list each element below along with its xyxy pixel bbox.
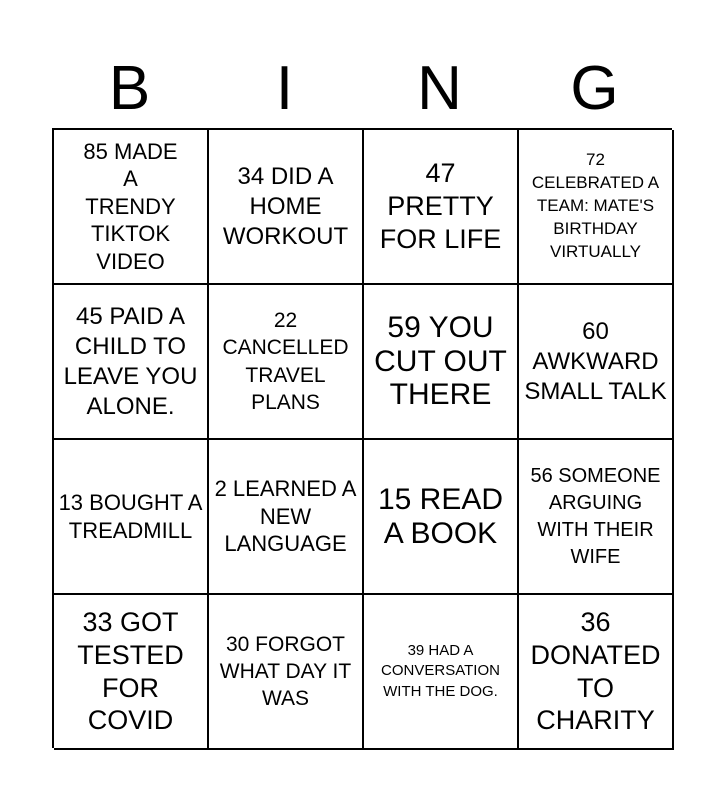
cell-text: 36 DONATED TO CHARITY: [530, 606, 661, 736]
cell-text: 56 SOMEONE ARGUING WITH THEIR WIFE: [530, 464, 661, 568]
cell-text: 59 YOU CUT OUT THERE: [374, 310, 507, 412]
bingo-cell[interactable]: [519, 440, 674, 595]
cell-text: 22 CANCELLED TRAVEL PLANS: [222, 309, 349, 414]
cell-text: 39 HAD A CONVERSATION WITH THE DOG.: [381, 642, 500, 700]
cell-text: 85 MADE A TRENDY TIKTOK VIDEO: [83, 138, 178, 274]
bingo-cell[interactable]: [209, 440, 364, 595]
bingo-cell[interactable]: [519, 130, 674, 285]
header-letter-n: N: [417, 54, 462, 123]
header-letter-i: I: [275, 54, 294, 123]
bingo-cell[interactable]: [364, 285, 519, 440]
bingo-cell[interactable]: [519, 595, 674, 750]
bingo-header: [52, 50, 672, 128]
bingo-cell[interactable]: [364, 130, 519, 285]
bingo-board: [52, 128, 672, 748]
cell-text: 60 AWKWARD SMALL TALK: [524, 317, 667, 405]
cell-text: 72 CELEBRATED A TEAM: MATE'S BIRTHDAY VIRTUALLY: [531, 150, 660, 261]
cell-text: 15 READ A BOOK: [377, 482, 504, 550]
header-letter-g: G: [570, 54, 619, 123]
bingo-cell[interactable]: [54, 440, 209, 595]
bingo-cell[interactable]: [364, 595, 519, 750]
bingo-cell[interactable]: [54, 285, 209, 440]
cell-text: 13 BOUGHT A TREADMILL: [58, 490, 203, 543]
bingo-cell[interactable]: [209, 595, 364, 750]
cell-text: 45 PAID A CHILD TO LEAVE YOU ALONE.: [63, 302, 198, 420]
cell-text: 2 LEARNED A NEW LANGUAGE: [214, 476, 357, 557]
cell-text: 30 FORGOT WHAT DAY IT WAS: [219, 632, 352, 711]
cell-text: 33 GOT TESTED FOR COVID: [77, 606, 184, 736]
bingo-cell[interactable]: [54, 595, 209, 750]
cell-text: 34 DID A HOME WORKOUT: [222, 162, 349, 250]
cell-text: 47 PRETTY FOR LIFE: [379, 158, 502, 254]
header-letter-b: B: [108, 54, 151, 123]
bingo-cell[interactable]: [54, 130, 209, 285]
bingo-cell[interactable]: [209, 285, 364, 440]
bingo-cell[interactable]: [519, 285, 674, 440]
bingo-cell[interactable]: [364, 440, 519, 595]
bingo-cell[interactable]: [209, 130, 364, 285]
